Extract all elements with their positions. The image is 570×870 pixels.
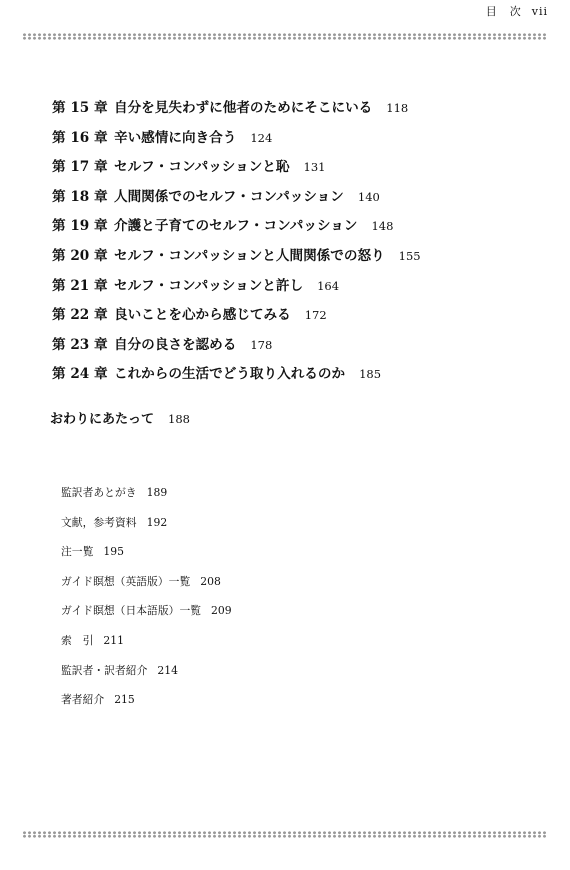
toc-entry-chapter-24[interactable]: [52, 362, 550, 392]
chapter-page: 164: [317, 278, 340, 293]
toc-entry-index[interactable]: [61, 631, 232, 661]
chapter-page: 155: [398, 248, 421, 263]
backmatter-page: 209: [211, 604, 232, 618]
toc-entry-translator-afterword[interactable]: [61, 483, 232, 513]
chapter-page: 124: [250, 130, 273, 145]
toc-entry-notes[interactable]: [61, 542, 232, 572]
chapter-page: 172: [304, 308, 327, 323]
toc-entry-chapter-20[interactable]: [52, 244, 550, 274]
toc-entry-chapter-21[interactable]: [52, 274, 550, 304]
toc-entry-afterword[interactable]: [50, 408, 190, 427]
running-head: [486, 3, 548, 19]
chapter-page: 185: [359, 367, 382, 382]
chapter-number: 第 20 章: [52, 247, 108, 264]
backmatter-title: 注一覧: [61, 545, 94, 559]
backmatter-page: 195: [103, 545, 124, 559]
toc-entry-chapter-22[interactable]: [52, 303, 550, 333]
backmatter-page: 189: [146, 486, 168, 499]
chapter-title: 自分の良さを認める: [114, 336, 237, 353]
toc-entry-references[interactable]: [61, 513, 232, 543]
backmatter-title: 文献，参考資料: [61, 515, 137, 529]
chapter-title: セルフ・コンパッションと人間関係での怒り: [114, 247, 385, 264]
backmatter-title: 著者紹介: [61, 693, 105, 707]
backmatter-page: 208: [200, 574, 221, 588]
chapter-title: セルフ・コンパッションと許し: [114, 277, 304, 294]
toc-entry-chapter-19[interactable]: [52, 214, 550, 244]
chapter-number: 第 19 章: [52, 218, 108, 235]
backmatter-title: 監訳者あとがき: [61, 486, 137, 499]
backmatter-page: 192: [146, 515, 168, 529]
toc-entry-chapter-17[interactable]: [52, 155, 550, 185]
chapter-title: 自分を見失わずに他者のためにそこにいる: [114, 100, 373, 116]
chapter-title: これからの生活でどう取り入れるのか: [114, 366, 346, 383]
chapter-list: [52, 96, 550, 392]
chapter-number: 第 16 章: [52, 129, 108, 146]
backmatter-title: ガイド瞑想（英語版）一覧: [61, 574, 191, 588]
chapter-page: 148: [371, 219, 394, 234]
chapter-title: 介護と子育てのセルフ・コンパッション: [114, 218, 358, 235]
toc-entry-meditations-english[interactable]: [61, 572, 232, 602]
chapter-page: 178: [250, 337, 273, 352]
chapter-title: 人間関係でのセルフ・コンパッション: [114, 188, 344, 205]
toc-entry-translator-profiles[interactable]: [61, 661, 232, 691]
toc-entry-author-profile[interactable]: [61, 690, 232, 720]
backmatter-title: ガイド瞑想（日本語版）一覧: [61, 604, 202, 618]
chapter-page: 140: [357, 189, 380, 204]
toc-entry-chapter-23[interactable]: [52, 333, 550, 363]
chapter-page: 118: [386, 101, 409, 115]
chapter-number: 第 15 章: [52, 100, 108, 116]
running-head-title: 目 次: [485, 5, 522, 18]
chapter-number: 第 21 章: [52, 277, 108, 294]
toc-entry-meditations-japanese[interactable]: [61, 601, 232, 631]
running-head-page-number: vii: [531, 5, 548, 18]
chapter-title: セルフ・コンパッションと恥: [114, 159, 290, 176]
backmatter-page: 215: [114, 693, 135, 707]
afterword-page: 188: [168, 412, 190, 426]
toc-entry-chapter-18[interactable]: [52, 185, 550, 215]
chapter-page: 131: [303, 160, 326, 175]
backmatter-title: 監訳者・訳者紹介: [61, 663, 148, 677]
backmatter-page: 211: [103, 633, 124, 647]
chapter-number: 第 18 章: [52, 188, 108, 205]
chapter-title: 良いことを心から感じてみる: [114, 307, 291, 324]
toc-entry-chapter-15[interactable]: [52, 96, 550, 126]
top-dotted-rule: [22, 33, 548, 40]
afterword-title: おわりにあたって: [50, 412, 155, 427]
bottom-dotted-rule: [22, 831, 548, 838]
backmatter-title: 索 引: [61, 633, 94, 647]
backmatter-page: 214: [157, 663, 178, 677]
chapter-number: 第 24 章: [52, 366, 108, 383]
backmatter-list: [61, 483, 232, 720]
chapter-number: 第 17 章: [52, 159, 108, 176]
chapter-title: 辛い感情に向き合う: [114, 129, 237, 146]
toc-entry-chapter-16[interactable]: [52, 126, 550, 156]
chapter-number: 第 23 章: [52, 336, 108, 353]
chapter-number: 第 22 章: [52, 307, 108, 324]
